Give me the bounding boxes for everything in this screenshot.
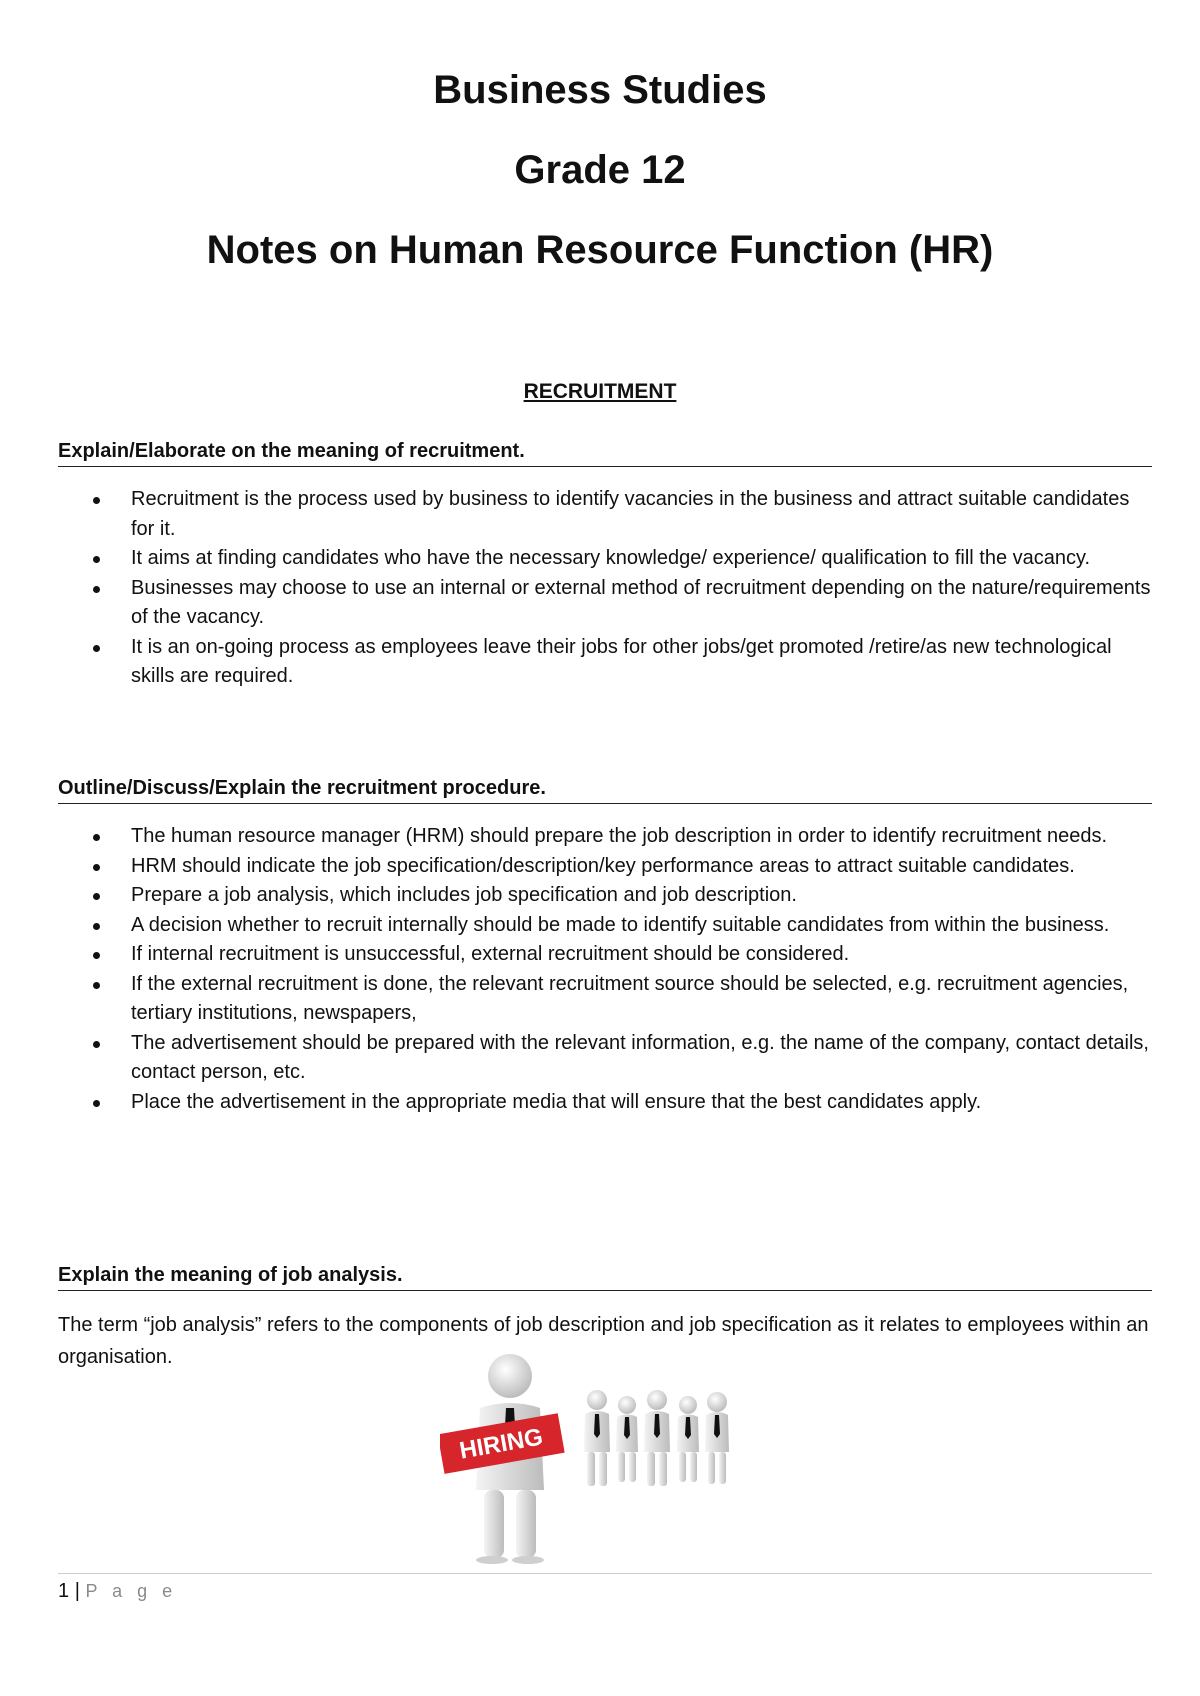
document-subject: Business Studies [433,68,767,112]
list-item [58,822,1152,852]
section-heading: Outline/Discuss/Explain the recruitment procedure. [58,775,1152,804]
candidate-figures [584,1390,729,1486]
list-item-text: The advertisement should be prepared with the relevant information, e.g. the name of the company, contact details, contact person, etc. [131,1031,1149,1083]
bullet-icon [93,1100,100,1107]
list-item [58,485,1152,544]
bullet-icon [93,1041,100,1048]
bullet-icon [93,893,100,900]
list-item [58,940,1152,970]
bullet-icon [93,952,100,959]
list-item-text: Prepare a job analysis, which includes job specification and job description. [131,884,797,906]
list-item [58,633,1152,692]
bullet-icon [93,834,100,841]
section-heading: Explain/Elaborate on the meaning of recruitment. [58,438,1152,467]
bullet-icon [93,497,100,504]
document-grade: Grade 12 [514,148,686,192]
section-heading: Explain the meaning of job analysis. [58,1262,1152,1291]
list-item [58,1088,1152,1118]
list-item [58,1029,1152,1088]
list-item-text: If internal recruitment is unsuccessful, external recruitment should be considered. [131,943,850,965]
bullet-icon [93,586,100,593]
list-item [58,544,1152,574]
list-item-text: The human resource manager (HRM) should prepare the job description in order to identify recruitment needs. [131,825,1108,847]
list-item-text: It aims at finding candidates who have the necessary knowledge/ experience/ qualification to fill the vacancy. [131,547,1091,569]
list-item-text: Place the advertisement in the appropriate media that will ensure that the best candidates apply. [131,1090,982,1113]
document-title: Notes on Human Resource Function (HR) [206,228,994,272]
section-label: RECRUITMENT [523,380,677,403]
page-number: 1 [58,1580,70,1602]
list-item [58,911,1152,941]
list-item-text: A decision whether to recruit internally should be made to identify suitable candidates from within the business. [131,913,1110,936]
page-footer [58,1580,177,1603]
list-item-text: Recruitment is the process used by business to identify vacancies in the business and attract suitable candidates for it. [131,488,1130,540]
section-recruitment-procedure [58,775,1152,1117]
page-label: P a g e [85,1581,178,1601]
bullet-list [58,485,1152,692]
bullet-icon [93,923,100,930]
list-item-text: HRM should indicate the job specification/description/key performance areas to attract suitable candidates. [131,854,1075,877]
list-item [58,881,1152,911]
bullet-icon [93,645,100,652]
section-meaning-of-recruitment [58,438,1152,692]
footer-divider [58,1573,1152,1574]
list-item [58,852,1152,882]
sign-text: HIRING [457,1423,545,1465]
bullet-icon [93,556,100,563]
job-analysis-paragraph: The term “job analysis” refers to the components of job description and job specification as it relates to employees within an organisation. [58,1314,1149,1368]
footer-separator: | [74,1580,80,1602]
bullet-icon [93,864,100,871]
list-item-text: It is an on-going process as employees leave their jobs for other jobs/get promoted /retire/as new technological skills are required. [131,635,1112,687]
bullet-icon [93,982,100,989]
list-item-text: If the external recruitment is done, the relevant recruitment source should be selected, e.g. recruitment agencies, tertiary institutions, newspapers, [131,972,1129,1024]
hiring-illustration [440,1350,760,1565]
list-item-text: Businesses may choose to use an internal or external method of recruitment depending on the nature/requirements of the vacancy. [131,576,1151,628]
list-item [58,574,1152,633]
bullet-list [58,822,1152,1117]
list-item [58,970,1152,1029]
